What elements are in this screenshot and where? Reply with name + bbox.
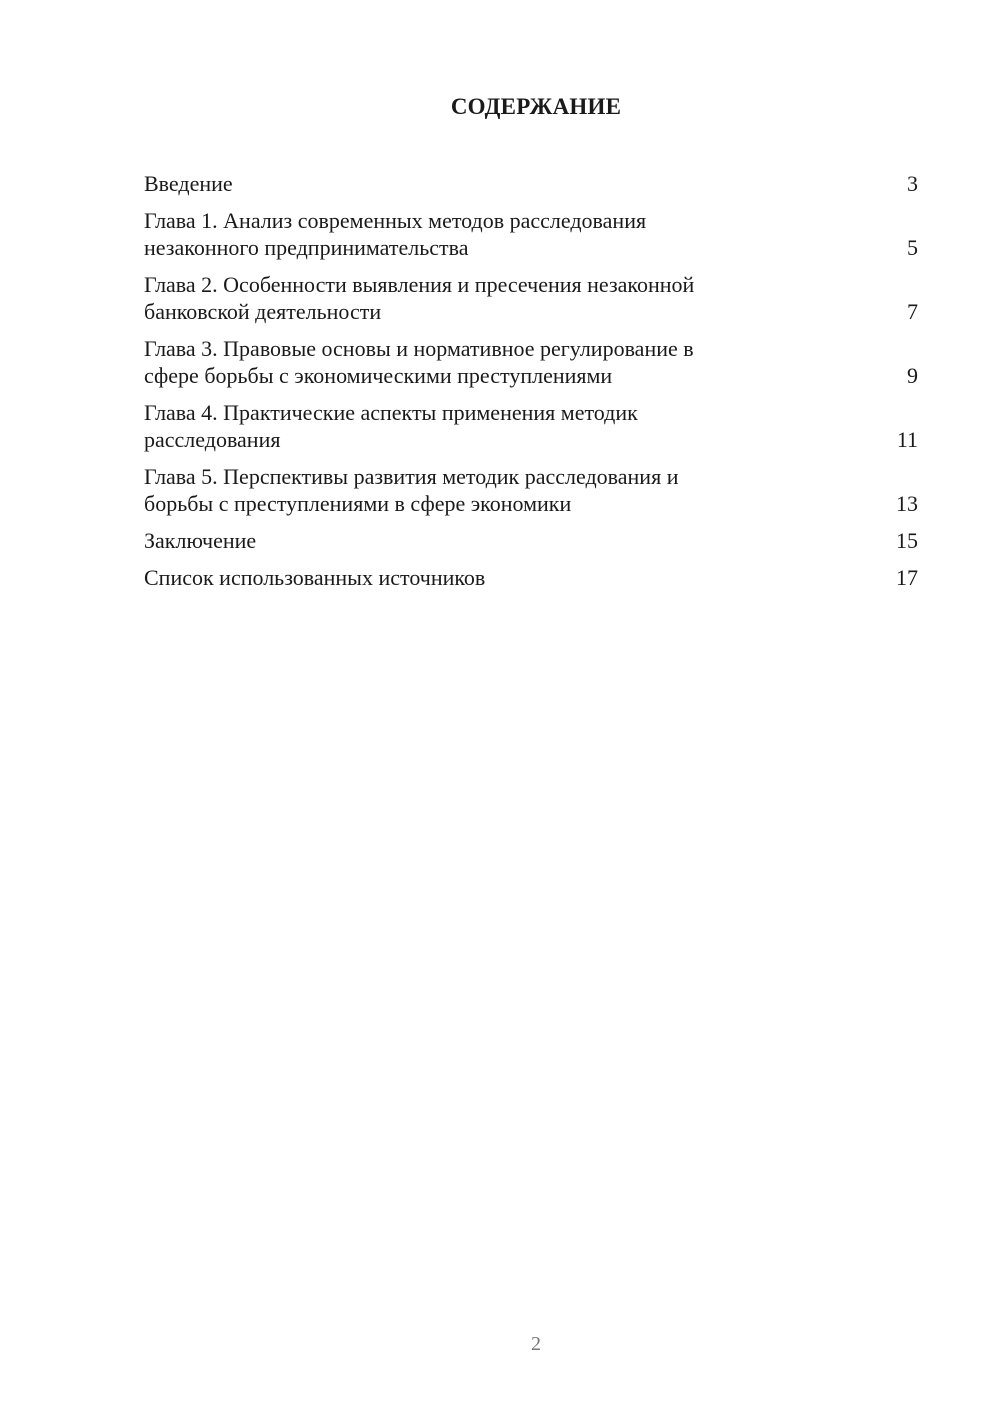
table-of-contents [144,170,918,601]
toc-entry-line: незаконного предпринимательства [144,235,469,260]
toc-entry-chapter-2 [144,271,918,325]
toc-entry-title [144,527,784,554]
toc-entry-line: сфере борьбы с экономическими преступлениями [144,363,613,388]
toc-entry-page-number: 17 [896,565,918,590]
toc-entry-title [144,207,784,261]
toc-entry-line: Глава 2. Особенности выявления и пресечения незаконной [144,272,695,297]
toc-entry-line: Введение [144,171,233,196]
toc-entry-page-number: 11 [896,427,918,452]
toc-entry-chapter-4 [144,399,918,453]
toc-entry-conclusion [144,527,918,554]
toc-entry-line: Глава 5. Перспективы развития методик расследования и [144,464,679,489]
page-number: 2 [531,1333,541,1355]
toc-entry-title [144,399,784,453]
toc-entry-title [144,564,784,591]
toc-entry-line: расследования [144,427,281,452]
toc-entry-line: банковской деятельности [144,299,382,324]
toc-entry-line: борьбы с преступлениями в сфере экономики [144,491,572,516]
toc-entry-title [144,335,784,389]
toc-entry-page-number: 9 [907,363,918,388]
toc-entry-title [144,170,784,197]
toc-entry-page-number: 7 [907,299,918,324]
toc-entry-page-number: 3 [907,171,918,196]
toc-entry-line: Глава 1. Анализ современных методов расследования [144,208,647,233]
toc-entry-line: Заключение [144,528,257,553]
toc-entry-line: Глава 4. Практические аспекты применения методик [144,400,638,425]
toc-entry-title [144,271,784,325]
toc-entry-line: Глава 3. Правовые основы и нормативное регулирование в [144,336,694,361]
toc-entry-page-number: 13 [896,491,918,516]
toc-entry-page-number: 5 [907,235,918,260]
toc-entry-chapter-1 [144,207,918,261]
toc-entry-references [144,564,918,591]
toc-entry-introduction [144,170,918,197]
toc-entry-line: Список использованных источников [144,565,486,590]
page-title: СОДЕРЖАНИЕ [450,94,622,119]
toc-entry-title [144,463,784,517]
toc-entry-page-number: 15 [896,528,918,553]
toc-entry-chapter-3 [144,335,918,389]
toc-entry-chapter-5 [144,463,918,517]
